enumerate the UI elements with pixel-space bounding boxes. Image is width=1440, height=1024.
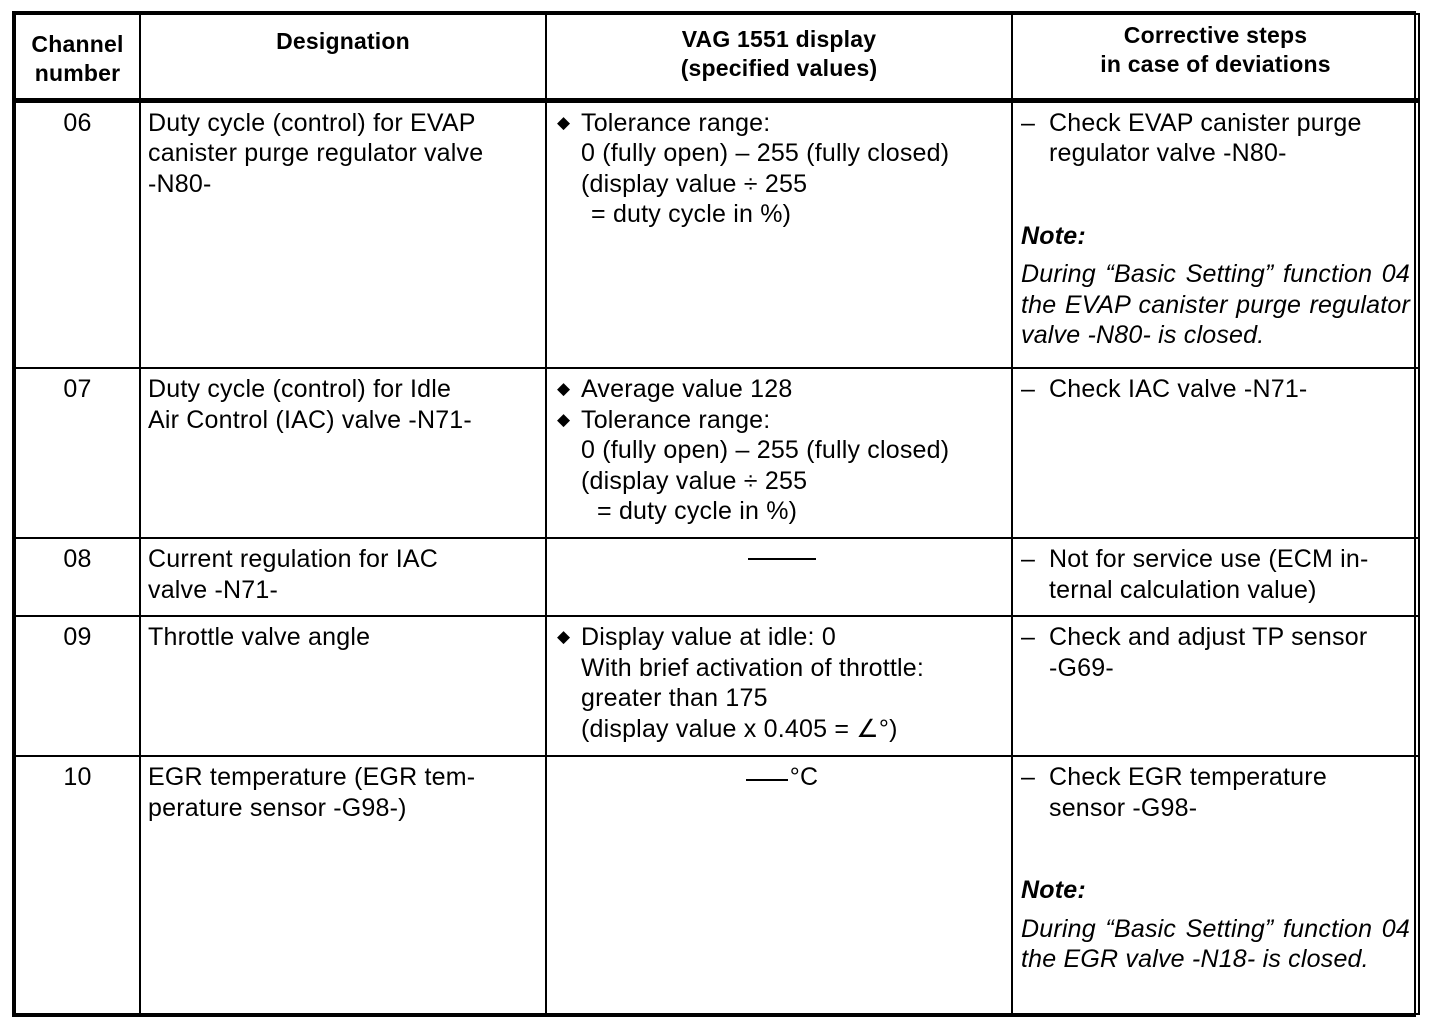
corrective-line: sensor -G98- bbox=[1049, 793, 1198, 822]
note-text: During “Basic Setting” function 04 the EGR valve -N18- is closed. bbox=[1021, 914, 1410, 973]
table-row bbox=[15, 100, 1419, 368]
designation-cell bbox=[140, 756, 546, 1014]
dash-marker: – bbox=[1021, 763, 1036, 791]
spacer bbox=[1021, 823, 1410, 875]
designation-cell bbox=[140, 538, 546, 616]
header-corrective-steps bbox=[1012, 14, 1419, 100]
display-line: (display value ÷ 255 bbox=[581, 169, 808, 198]
corrective-steps-cell bbox=[1012, 538, 1419, 616]
display-values-cell bbox=[546, 756, 1012, 1014]
channel-number-cell: 10 bbox=[15, 756, 140, 1014]
note-heading: Note: bbox=[1021, 221, 1086, 250]
designation-line: EGR temperature (EGR tem- bbox=[148, 763, 476, 791]
corrective-line: Check EGR temperature bbox=[1049, 763, 1327, 791]
header-corrective-line-2: in case of deviations bbox=[1100, 51, 1331, 77]
designation-line: Current regulation for IAC bbox=[148, 545, 439, 573]
table-row bbox=[15, 368, 1419, 538]
display-values-cell bbox=[546, 100, 1012, 368]
value-blank-line bbox=[746, 779, 788, 781]
corrective-item bbox=[1021, 108, 1410, 169]
display-line: (display value ÷ 255 bbox=[581, 466, 808, 495]
corrective-line: Not for service use (ECM in- bbox=[1049, 545, 1369, 573]
dash-marker: – bbox=[1021, 108, 1036, 137]
designation-line: Throttle valve angle bbox=[148, 623, 371, 651]
channel-number-cell: 09 bbox=[15, 616, 140, 756]
table-row bbox=[15, 616, 1419, 756]
designation-line: valve -N71- bbox=[148, 575, 279, 604]
corrective-item bbox=[1021, 374, 1410, 405]
display-values-cell bbox=[546, 368, 1012, 538]
header-display bbox=[546, 14, 1012, 100]
display-line: 0 (fully open) – 255 (fully closed) bbox=[581, 436, 950, 464]
designation-cell bbox=[140, 368, 546, 538]
unit-label: °C bbox=[789, 763, 819, 791]
header-channel-line-1: Channel bbox=[31, 31, 124, 58]
dash-marker: – bbox=[1021, 375, 1036, 403]
designation-line: Air Control (IAC) valve -N71- bbox=[148, 405, 472, 434]
display-line: (display value x 0.405 = ∠°) bbox=[581, 714, 898, 743]
display-line: With brief activation of throttle: bbox=[581, 653, 925, 682]
header-display-line-1: VAG 1551 display bbox=[681, 26, 877, 52]
corrective-steps-cell bbox=[1012, 100, 1419, 368]
header-designation: Designation bbox=[140, 14, 546, 100]
no-value-dash bbox=[748, 558, 816, 560]
designation-line: perature sensor -G98-) bbox=[148, 793, 407, 822]
measuring-value-table-sheet bbox=[12, 11, 1416, 1017]
designation-cell bbox=[140, 616, 546, 756]
bullet-item: ◆ Tolerance range: bbox=[557, 108, 1007, 139]
corrective-line: -G69- bbox=[1049, 653, 1114, 682]
channel-number-cell: 08 bbox=[15, 538, 140, 616]
corrective-line: Check EVAP canister purge bbox=[1049, 108, 1362, 137]
display-line: = duty cycle in %) bbox=[597, 497, 798, 525]
corrective-steps-cell bbox=[1012, 756, 1419, 1014]
corrective-item bbox=[1021, 622, 1410, 683]
corrective-steps-cell bbox=[1012, 616, 1419, 756]
header-channel-line-2: number bbox=[34, 60, 121, 87]
note-text: During “Basic Setting” function 04 the EVAP canister purge regulator valve -N80- is closed. bbox=[1021, 260, 1410, 349]
display-line: greater than 175 bbox=[581, 684, 768, 712]
table-row bbox=[15, 538, 1419, 616]
table-row bbox=[15, 756, 1419, 1014]
spacer bbox=[1021, 169, 1410, 221]
designation-cell bbox=[140, 100, 546, 368]
channel-number-cell: 06 bbox=[15, 100, 140, 368]
header-display-line-2: (specified values) bbox=[680, 55, 878, 81]
bullet-item: ◆ Tolerance range: bbox=[557, 405, 1007, 436]
display-line: = duty cycle in %) bbox=[591, 200, 792, 228]
display-values-cell bbox=[546, 538, 1012, 616]
header-corrective-line-1: Corrective steps bbox=[1123, 22, 1308, 48]
display-values-cell bbox=[546, 616, 1012, 756]
header-row bbox=[15, 14, 1419, 100]
corrective-line: Check and adjust TP sensor bbox=[1049, 623, 1368, 651]
corrective-steps-cell bbox=[1012, 368, 1419, 538]
display-line: 0 (fully open) – 255 (fully closed) bbox=[581, 139, 950, 167]
measuring-value-table bbox=[14, 13, 1420, 1015]
header-channel-number bbox=[15, 14, 140, 100]
dash-marker: – bbox=[1021, 623, 1036, 651]
corrective-line: regulator valve -N80- bbox=[1049, 139, 1287, 167]
designation-line: Duty cycle (control) for EVAP bbox=[148, 108, 476, 137]
designation-line: Duty cycle (control) for Idle bbox=[148, 375, 452, 403]
dash-marker: – bbox=[1021, 545, 1036, 573]
note-heading: Note: bbox=[1021, 876, 1086, 904]
designation-line: canister purge regulator valve bbox=[148, 139, 484, 167]
corrective-line: ternal calculation value) bbox=[1049, 575, 1317, 604]
corrective-item bbox=[1021, 544, 1410, 605]
corrective-item bbox=[1021, 762, 1410, 823]
channel-number-cell: 07 bbox=[15, 368, 140, 538]
bullet-item: ◆ Display value at idle: 0 bbox=[557, 622, 1007, 653]
corrective-line: Check IAC valve -N71- bbox=[1049, 375, 1308, 403]
designation-line: -N80- bbox=[148, 169, 212, 198]
bullet-item: ◆ Average value 128 bbox=[557, 374, 1007, 405]
